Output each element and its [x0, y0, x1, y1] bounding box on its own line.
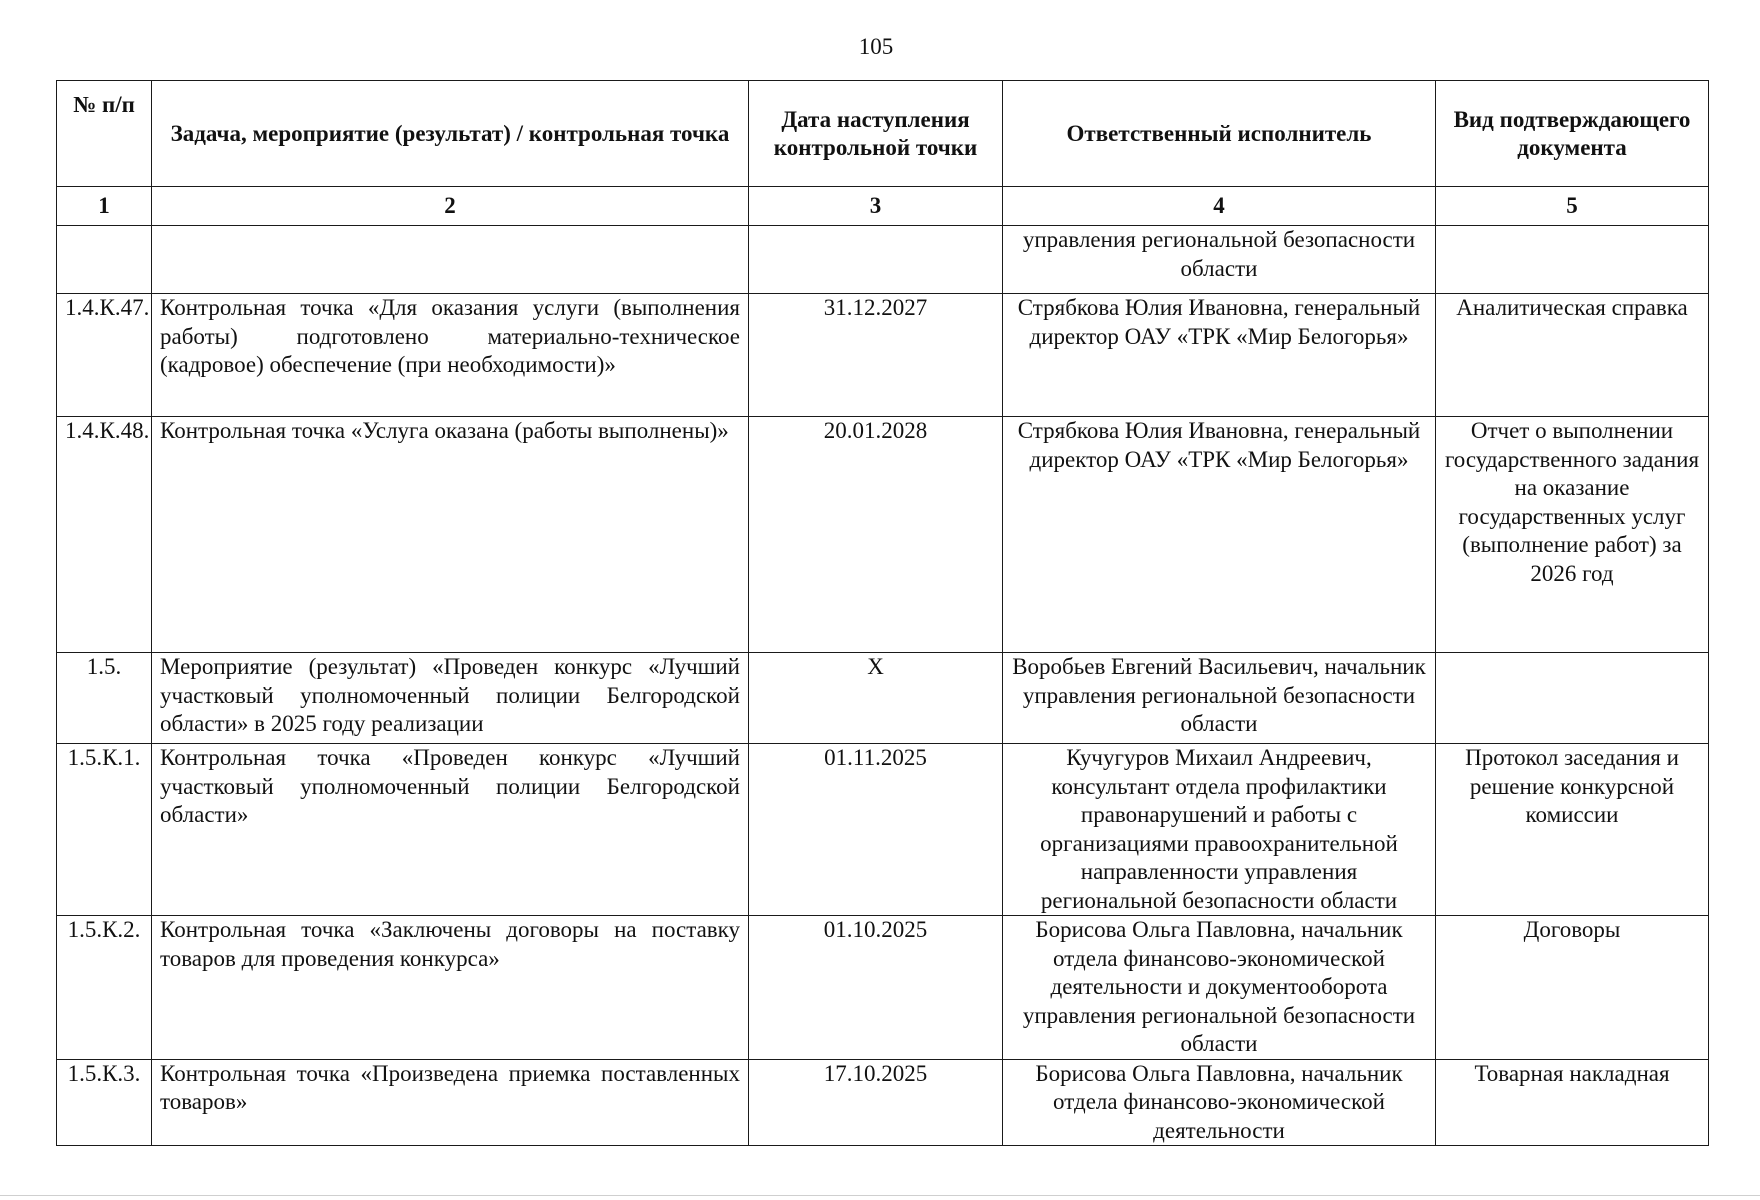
row-date: X [749, 653, 1003, 744]
row-responsible: Стрябкова Юлия Ивановна, генеральный директор ОАУ «ТРК «Мир Белогорья» [1003, 417, 1436, 653]
row-document: Договоры [1436, 916, 1709, 1060]
row-number: 1.5.К.1. [57, 744, 152, 916]
row-number [57, 226, 152, 294]
row-task: Контрольная точка «Для оказания услуги (выполнения работы) подготовлено материально-техническое (кадровое) обеспечение (при необходимости)» [152, 294, 749, 417]
row-task [152, 226, 749, 294]
row-responsible: Борисова Ольга Павловна, начальник отдела финансово-экономической деятельности [1003, 1059, 1436, 1146]
row-number: 1.5.К.3. [57, 1059, 152, 1146]
header-task: Задача, мероприятие (результат) / контрольная точка [152, 81, 749, 187]
header-number: № п/п [57, 81, 152, 187]
row-number: 1.4.К.47. [57, 294, 152, 417]
row-date [749, 226, 1003, 294]
table-row [57, 1059, 1709, 1146]
header-document: Вид подтверждающего документа [1436, 81, 1709, 187]
page-bottom-rule [0, 1195, 1760, 1196]
header-date: Дата наступления контрольной точки [749, 81, 1003, 187]
row-responsible: Борисова Ольга Павловна, начальник отдела финансово-экономической деятельности и документооборота управления региональной безопасности области [1003, 916, 1436, 1060]
table-header-row [57, 81, 1709, 187]
row-document: Товарная накладная [1436, 1059, 1709, 1146]
row-task: Контрольная точка «Заключены договоры на поставку товаров для проведения конкурса» [152, 916, 749, 1060]
table-row [57, 653, 1709, 744]
table-row [57, 744, 1709, 916]
row-date: 01.11.2025 [749, 744, 1003, 916]
table-row [57, 294, 1709, 417]
row-task: Мероприятие (результат) «Проведен конкурс «Лучший участковый уполномоченный полиции Белгородской области» в 2025 году реализации [152, 653, 749, 744]
row-task: Контрольная точка «Произведена приемка поставленных товаров» [152, 1059, 749, 1146]
row-date: 17.10.2025 [749, 1059, 1003, 1146]
row-number: 1.4.К.48. [57, 417, 152, 653]
column-number: 4 [1003, 187, 1436, 226]
row-date: 01.10.2025 [749, 916, 1003, 1060]
row-responsible: Кучугуров Михаил Андреевич, консультант отдела профилактики правонарушений и работы с организациями правоохранительной направленности управления региональной безопасности области [1003, 744, 1436, 916]
row-document: Аналитическая справка [1436, 294, 1709, 417]
column-number: 5 [1436, 187, 1709, 226]
control-points-table [56, 80, 1709, 1146]
page-number: 105 [858, 34, 894, 59]
row-document [1436, 653, 1709, 744]
row-number: 1.5. [57, 653, 152, 744]
row-task: Контрольная точка «Проведен конкурс «Лучший участковый уполномоченный полиции Белгородской области» [152, 744, 749, 916]
row-responsible: Воробьев Евгений Васильевич, начальник управления региональной безопасности области [1003, 653, 1436, 744]
column-number: 2 [152, 187, 749, 226]
row-document: Протокол заседания и решение конкурсной комиссии [1436, 744, 1709, 916]
table-row [57, 916, 1709, 1060]
table-row [57, 417, 1709, 653]
row-responsible: управления региональной безопасности области [1003, 226, 1436, 294]
header-responsible: Ответственный исполнитель [1003, 81, 1436, 187]
table-row [57, 226, 1709, 294]
row-document [1436, 226, 1709, 294]
row-number: 1.5.К.2. [57, 916, 152, 1060]
row-document: Отчет о выполнении государственного задания на оказание государственных услуг (выполнение работ) за 2026 год [1436, 417, 1709, 653]
column-number: 3 [749, 187, 1003, 226]
row-date: 31.12.2027 [749, 294, 1003, 417]
column-number-row [57, 187, 1709, 226]
column-number: 1 [57, 187, 152, 226]
row-responsible: Стрябкова Юлия Ивановна, генеральный директор ОАУ «ТРК «Мир Белогорья» [1003, 294, 1436, 417]
row-date: 20.01.2028 [749, 417, 1003, 653]
row-task: Контрольная точка «Услуга оказана (работы выполнены)» [152, 417, 749, 653]
